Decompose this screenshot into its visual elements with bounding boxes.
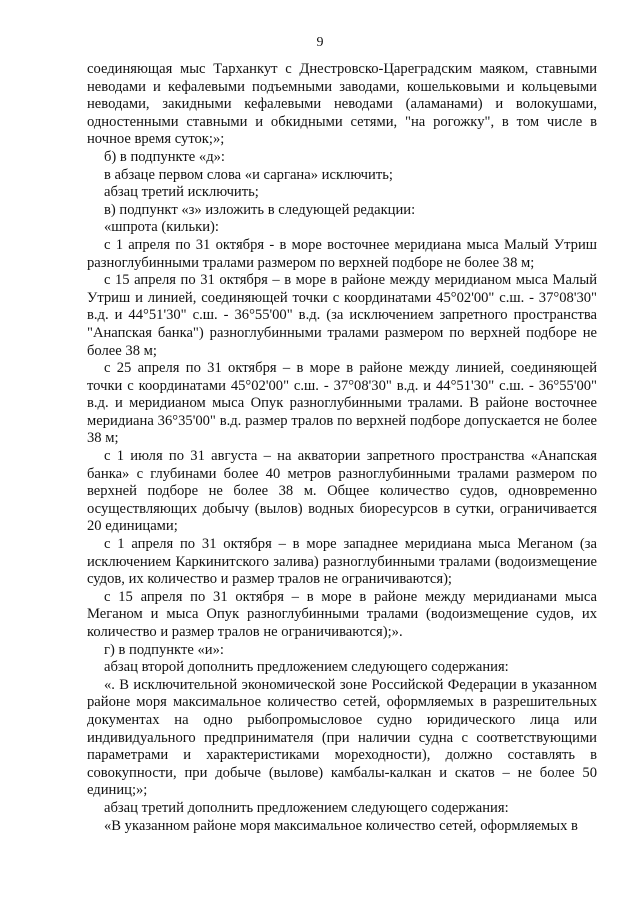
paragraph: б) в подпункте «д»:	[104, 148, 225, 165]
paragraph: абзац третий исключить;	[104, 184, 259, 201]
paragraph: с 25 апреля по 31 октября – в море в районе между линией, соединяющей точки с координатами 45°02'00" с.ш. - 37°08'30" в.д. и 44°51'30" с.ш. - 36°55'00" в.д. и меридианом мыса Опук разноглубинными тралами. В районе восточнее меридиана 36°35'00" в.д. размер тралов по верхней подборе допускается не более 38 м;	[87, 360, 597, 447]
paragraph: с 1 апреля по 31 октября – в море западнее меридиана мыса Меганом (за исключением Каркинитского залива) разноглубинными тралами (водоизмещение судов, их количество и размер тралов не ограничиваются);	[87, 536, 597, 588]
paragraph: с 15 апреля по 31 октября – в море в районе между меридианами мыса Меганом и мыса Опук разноглубинными тралами (водоизмещение судов, их количество и размер тралов не ограничиваются);».	[87, 588, 597, 640]
paragraph: г) в подпункте «и»:	[104, 641, 224, 658]
document-body	[87, 61, 597, 835]
paragraph: абзац третий дополнить предложением следующего содержания:	[104, 799, 509, 816]
page-number: 9	[316, 35, 324, 50]
paragraph: соединяющая мыс Тарханкут с Днестровско-Цареградским маяком, ставными неводами и кефалевыми подъемными заводами, кошельковыми и кольцевыми неводами, закидными кефалевыми неводами (аламанами) и волокушами, одностенными ставными и обкидными сетями, "на рогожку", в том числе в ночное время суток;»;	[87, 61, 597, 148]
paragraph: в) подпункт «з» изложить в следующей редакции:	[104, 201, 416, 218]
paragraph: с 1 апреля по 31 октября - в море восточнее меридиана мыса Малый Утриш разноглубинными тралами размером по верхней подборе не более 38 м;	[87, 236, 597, 271]
paragraph: «В указанном районе моря максимальное количество сетей, оформляемых в	[104, 817, 578, 834]
paragraph: с 1 июля по 31 августа – на акватории запретного пространства «Анапская банка» с глубинами более 40 метров разноглубинными тралами размером по верхней подборе не более 38 м. Общее количество судов, одновременно осуществляющих добычу (вылов) водных биоресурсов в сутки, ограничивается 20 единицами;	[87, 448, 597, 535]
paragraph: с 15 апреля по 31 октября – в море в районе между меридианом мыса Малый Утриш и линией, соединяющей точки с координатами 45°02'00" с.ш. - 37°08'30" в.д. и 44°51'30" с.ш. - 36°55'00" в.д. (за исключением запретного пространства "Анапская банка") разноглубинными тралами размером по верхней подборе не более 38 м;	[87, 272, 597, 359]
paragraph: абзац второй дополнить предложением следующего содержания:	[104, 659, 509, 676]
paragraph: «. В исключительной экономической зоне Российской Федерации в указанном районе моря максимальное количество сетей, оформляемых в разрешительных документах на одно рыбопромысловое судно юридического лица или индивидуального предпринимателя (при наличии судна с соответствующими параметрами и характеристиками мореходности), должно составлять в совокупности, при добыче (вылове) камбалы-калкан и скатов – не более 50 единиц;»;	[87, 676, 597, 799]
paragraph: «шпрота (кильки):	[104, 219, 219, 236]
paragraph: в абзаце первом слова «и саргана» исключить;	[104, 166, 393, 183]
